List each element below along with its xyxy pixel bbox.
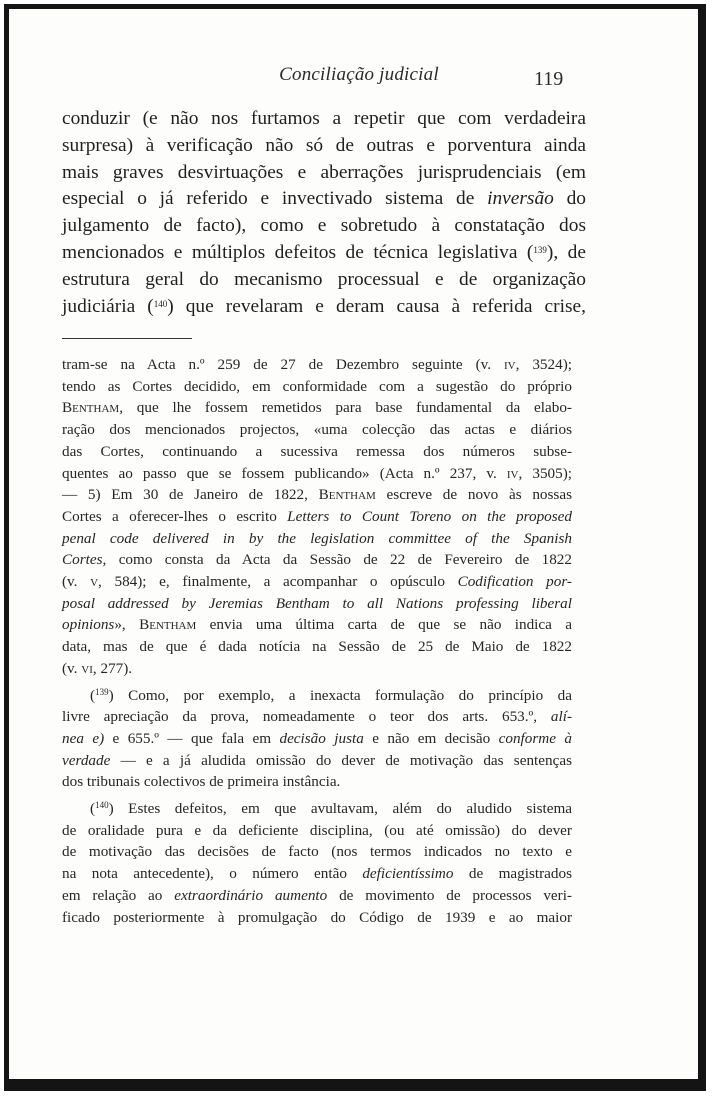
note-line: em relação ao extraordinário aumento de movimento de processos veri- xyxy=(62,886,572,904)
text-line: estrutura geral do mecanismo processual e de organização xyxy=(62,268,586,290)
page-number: 119 xyxy=(534,68,564,90)
text-line: julgamento de facto), como e sobretudo à constatação dos xyxy=(62,215,586,237)
footnote-139 xyxy=(62,685,572,794)
note-line: — 5) Em 30 de Janeiro de 1822, Bentham escreve de novo às nossas xyxy=(62,486,572,504)
text-line: conduzir (e não nos furtamos a repetir que com verdadeira xyxy=(62,108,586,129)
text-line: mencionados e múltiplos defeitos de técnica legislativa ($^{139}$), de xyxy=(62,241,586,263)
footnote-divider xyxy=(62,338,192,339)
note-line: verdade — e a já aludida omissão do dever de motivação das sentenças xyxy=(62,751,572,769)
footnotes xyxy=(62,354,572,928)
note-line: ($^{139}$) Como, por exemplo, a inexacta formulação do princípio da xyxy=(90,686,572,704)
main-text xyxy=(62,106,586,320)
text-line: especial o já referido e invectivado sistema de inversão do xyxy=(62,188,586,210)
note-line: de oralidade pura e da deficiente disciplina, (ou até omissão) do dever xyxy=(62,821,572,839)
note-line: (v. vi, 277). xyxy=(62,659,133,677)
text-line: mais graves desvirtuações e aberrações jurisprudenciais (em xyxy=(62,161,586,183)
note-line: Cortes, como consta da Acta da Sessão de 22 de Fevereiro de 1822 xyxy=(62,551,572,569)
note-line: de motivação das decisões de facto (nos termos indicados no texto e xyxy=(62,843,572,861)
note-line: ($^{140}$) Estes defeitos, em que avultavam, além do aludido sistema xyxy=(90,800,572,818)
note-line: penal code delivered in by the legislation committee of the Spanish xyxy=(62,529,572,547)
note-line: livre apreciação da prova, nomeadamente o teor dos arts. 653.º, alí- xyxy=(62,708,572,726)
note-line: data, mas de que é dada notícia na Sessão de 25 de Maio de 1822 xyxy=(62,638,572,656)
note-line: Bentham, que lhe fossem remetidos para base fundamental da elabo- xyxy=(62,399,572,417)
running-title: Conciliação judicial xyxy=(279,64,439,85)
note-line: dos tribunais colectivos de primeira instância. xyxy=(62,773,341,791)
note-line: opinions», Bentham envia uma última carta de que se não indica a xyxy=(62,616,572,634)
note-line: posal addressed by Jeremias Bentham to all Nations professing liberal xyxy=(62,594,572,612)
note-line: (v. v, 584); e, finalmente, a acompanhar o opúsculo Codification por- xyxy=(62,573,572,591)
footnote-ref-140: 140 xyxy=(153,298,168,309)
footnote-ref-139: 139 xyxy=(533,244,547,255)
note-line: ficado posteriormente à promulgação do Código de 1939 e ao maior xyxy=(62,908,572,926)
note-line: nea e) e 655.º — que fala em decisão justa e não em decisão conforme à xyxy=(62,729,572,747)
note-line: ração dos mencionados projectos, «uma colecção das actas e diários xyxy=(62,421,572,439)
footnote-140 xyxy=(62,798,572,928)
note-line: das Cortes, continuando a sucessiva remessa dos números subse- xyxy=(62,442,572,460)
text-line: judiciária ($^{140}$) que revelaram e deram causa à referida crise, xyxy=(62,295,586,317)
note-line: Cortes a oferecer-lhes o escrito Letters to Count Toreno on the proposed xyxy=(62,507,572,525)
footnote-continuation xyxy=(62,354,572,680)
note-line: tendo as Cortes decidido, em conformidade com a sugestão do próprio xyxy=(62,377,572,395)
note-line: tram-se na Acta n.º 259 de 27 de Dezembro seguinte (v. iv, 3524); xyxy=(62,356,572,373)
note-line: quentes ao passo que se fossem publicando» (Acta n.º 237, v. iv, 3505); xyxy=(62,464,572,482)
text-line: surpresa) à verificação não só de outras e porventura ainda xyxy=(62,134,586,156)
note-line: na nota antecedente), o número então deficientíssimo de magistrados xyxy=(62,865,572,883)
